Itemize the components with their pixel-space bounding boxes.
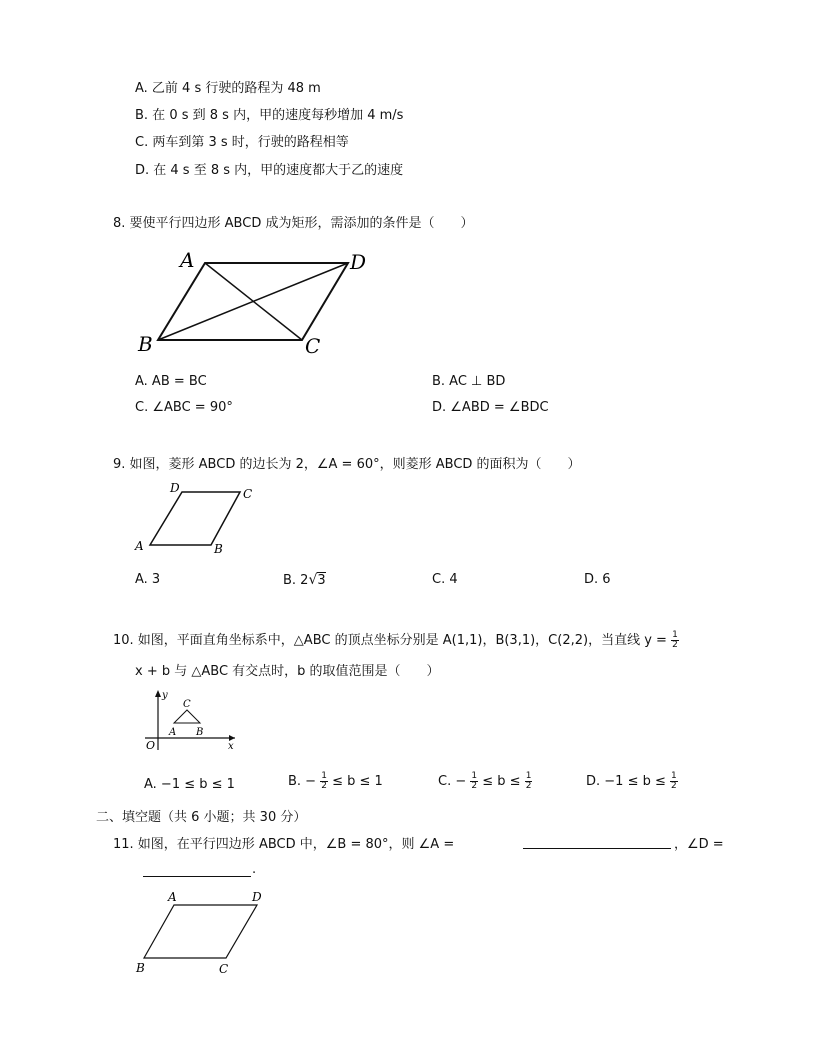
q10-option-c-den2: 2	[525, 781, 532, 791]
q10-option-d-fraction	[670, 772, 678, 791]
q8-label-b: B	[138, 332, 153, 356]
q10-slope-num: 1	[672, 630, 678, 640]
q11-label-b: B	[136, 961, 145, 975]
q10-option-c-num2: 1	[525, 771, 532, 781]
q10-slope-fraction	[671, 631, 679, 650]
q11-parallelogram-figure	[132, 885, 282, 980]
q10-option-c-fraction-2	[525, 772, 533, 791]
q10-option-a: A. −1 ≤ b ≤ 1	[144, 777, 235, 792]
q10-option-b-suffix: ≤ b ≤ 1	[332, 774, 383, 789]
q9-option-b	[283, 572, 326, 588]
q9-option-b-prefix: B. 2	[283, 573, 309, 588]
q10-option-d-den: 2	[671, 781, 677, 791]
q8-option-b: B. AC ⊥ BD	[432, 374, 506, 389]
q10-stem-line1-text: 10. 如图，平面直角坐标系中，△ABC 的顶点坐标分别是 A(1,1)，B(3,1)，C(2,2)，当直线 y =	[113, 633, 667, 648]
q9-label-d: D	[170, 481, 180, 495]
q10-label-b: B	[196, 727, 204, 738]
q8-stem: 8. 要使平行四边形 ABCD 成为矩形，需添加的条件是（ ）	[113, 216, 474, 231]
q10-option-d-num: 1	[671, 771, 677, 781]
q10-option-c-den1: 2	[471, 781, 478, 791]
q10-option-c	[438, 772, 532, 791]
q10-label-a: A	[169, 727, 177, 738]
q8-option-c: C. ∠ABC = 90°	[135, 400, 233, 415]
q10-option-c-num1: 1	[471, 771, 478, 781]
q9-stem: 9. 如图，菱形 ABCD 的边长为 2，∠A = 60°，则菱形 ABCD 的面积为（ ）	[113, 457, 581, 472]
q9-label-a: A	[135, 539, 144, 553]
q10-option-c-prefix: C. −	[438, 774, 467, 789]
q10-option-b-num: 1	[321, 771, 327, 781]
q10-option-c-fraction-1	[470, 772, 478, 791]
q10-option-d-prefix: D. −1 ≤ b ≤	[586, 774, 666, 789]
q9-option-c: C. 4	[432, 572, 458, 587]
q8-parallelogram-figure	[130, 245, 380, 360]
q10-label-c: C	[183, 699, 191, 710]
q9-option-d: D. 6	[584, 572, 611, 587]
q10-label-x: x	[228, 741, 234, 752]
q9-label-c: C	[243, 487, 253, 501]
q9-label-b: B	[214, 542, 223, 556]
q10-option-d	[586, 772, 678, 791]
q10-stem-line1	[113, 629, 679, 650]
q7-option-c: C. 两车到第 3 s 时，行驶的路程相等	[135, 135, 349, 150]
q10-label-o: O	[146, 739, 156, 752]
q10-option-b	[288, 772, 383, 791]
q10-slope-den: 2	[672, 640, 678, 650]
q10-option-b-den: 2	[321, 781, 327, 791]
section-2-heading: 二、填空题（共 6 小题；共 30 分）	[96, 810, 307, 825]
q10-option-c-mid: ≤ b ≤	[482, 774, 521, 789]
q9-option-a: A. 3	[135, 572, 161, 587]
q10-label-y: y	[162, 690, 168, 701]
q11-stem-part1: 11. 如图，在平行四边形 ABCD 中，∠B = 80°，则 ∠A =	[113, 837, 455, 852]
q10-stem-line2: x + b 与 △ABC 有交点时，b 的取值范围是（ ）	[135, 664, 440, 679]
q8-label-d: D	[350, 250, 367, 274]
q7-option-b: B. 在 0 s 到 8 s 内，甲的速度每秒增加 4 m/s	[135, 108, 404, 123]
q7-option-a: A. 乙前 4 s 行驶的路程为 48 m	[135, 81, 321, 96]
q9-rhombus-figure	[130, 480, 270, 560]
q11-stem-end: .	[252, 862, 257, 877]
q11-answer-blank-d[interactable]	[143, 876, 251, 877]
q8-label-a: A	[180, 248, 195, 272]
q9-option-b-radicand: 3	[317, 573, 326, 588]
q11-label-c: C	[219, 962, 229, 976]
sqrt-icon: √	[308, 572, 318, 588]
q8-option-a: A. AB = BC	[135, 374, 207, 389]
q10-option-b-prefix: B. −	[288, 774, 317, 789]
q11-label-d: D	[252, 890, 262, 904]
q11-answer-blank-a[interactable]	[523, 848, 671, 849]
q8-option-d: D. ∠ABD = ∠BDC	[432, 400, 549, 415]
q10-option-b-fraction	[320, 772, 328, 791]
q7-option-d: D. 在 4 s 至 8 s 内，甲的速度都大于乙的速度	[135, 163, 404, 178]
q11-stem-part2: ，∠D =	[674, 837, 724, 852]
q10-coordinate-figure	[140, 688, 250, 753]
q8-label-c: C	[305, 334, 321, 358]
q11-label-a: A	[168, 890, 177, 904]
